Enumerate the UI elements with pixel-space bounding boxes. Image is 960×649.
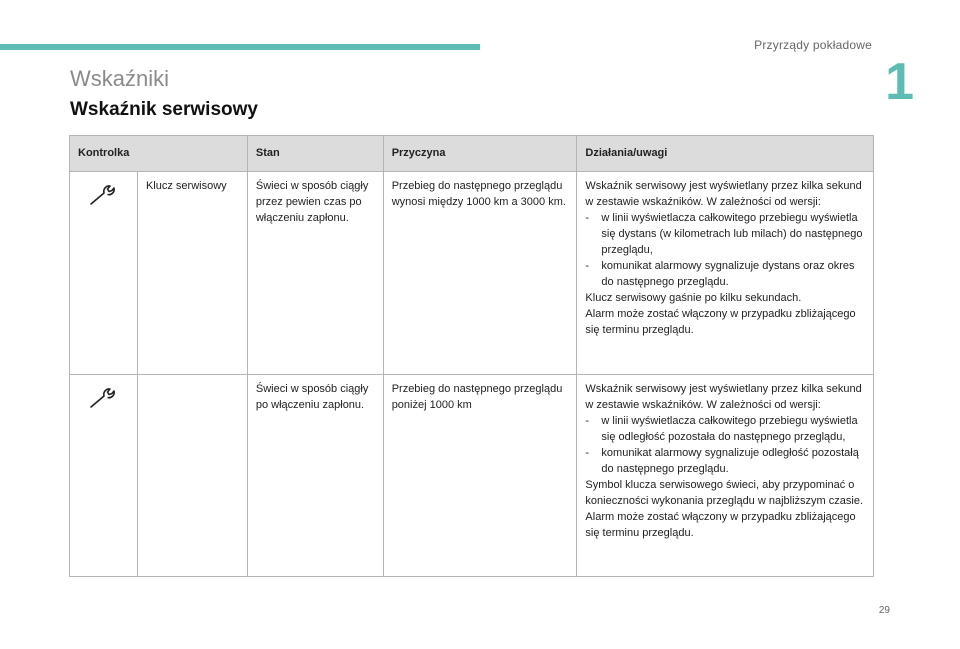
chapter-title: Przyrządy pokładowe — [754, 38, 872, 52]
indicator-cause: Przebieg do następnego przeglądu wynosi między 1000 km a 3000 km. — [383, 172, 577, 375]
actions-intro: Wskaźnik serwisowy jest wyświetlany przez kilka sekund w zestawie wskaźników. W zależności od wersji: — [585, 383, 862, 411]
bullet-dash: - — [585, 415, 590, 427]
table-row — [70, 172, 874, 375]
list-item — [585, 445, 865, 477]
wrench-icon — [88, 385, 118, 411]
service-indicator-table — [69, 135, 874, 577]
table-row — [70, 375, 874, 577]
actions-note: Symbol klucza serwisowego świeci, aby przypominać o konieczności wykonania przeglądu w najbliższym czasie. — [585, 479, 863, 507]
bullet-text: komunikat alarmowy sygnalizuje odległość pozostałą do następnego przeglądu. — [601, 447, 859, 475]
list-item — [585, 413, 865, 445]
indicator-state: Świeci w sposób ciągły przez pewien czas po włączeniu zapłonu. — [247, 172, 383, 375]
actions-note: Alarm może zostać włączony w przypadku zbliżającego się terminu przeglądu. — [585, 511, 856, 539]
section-title: Wskaźniki — [70, 66, 170, 91]
indicator-name: Klucz serwisowy — [137, 172, 247, 375]
indicator-cause: Przebieg do następnego przeglądu poniżej 1000 km — [383, 375, 577, 577]
actions-note: Alarm może zostać włączony w przypadku zbliżającego się terminu przeglądu. — [585, 308, 856, 336]
bullet-text: komunikat alarmowy sygnalizuje dystans oraz okres do następnego przeglądu. — [601, 260, 855, 288]
page-number: 29 — [878, 605, 890, 616]
chapter-number: 1 — [885, 53, 914, 111]
wrench-icon — [88, 182, 118, 208]
bullet-dash: - — [585, 212, 590, 224]
list-item — [585, 210, 865, 258]
table-header-row — [70, 136, 874, 172]
bullet-dash: - — [585, 447, 590, 459]
bullet-text: w linii wyświetlacza całkowitego przebiegu wyświetla się odległość pozostała do następnego przeglądu, — [601, 415, 858, 443]
list-item — [585, 258, 865, 290]
indicator-state: Świeci w sposób ciągły po włączeniu zapłonu. — [247, 375, 383, 577]
indicator-icon-cell — [70, 375, 138, 577]
column-header-cause: Przyczyna — [383, 136, 577, 172]
indicator-actions — [577, 375, 874, 577]
column-header-state: Stan — [247, 136, 383, 172]
subsection-title: Wskaźnik serwisowy — [70, 99, 258, 120]
top-accent-bar — [0, 44, 480, 50]
actions-note: Klucz serwisowy gaśnie po kilku sekundach. — [585, 292, 802, 304]
bullet-text: w linii wyświetlacza całkowitego przebiegu wyświetla się dystans (w kilometrach lub milach) do następnego przeglądu, — [601, 212, 863, 256]
indicator-actions — [577, 172, 874, 375]
column-header-indicator: Kontrolka — [70, 136, 248, 172]
column-header-actions: Działania/uwagi — [577, 136, 874, 172]
indicator-name — [137, 375, 247, 577]
actions-intro: Wskaźnik serwisowy jest wyświetlany przez kilka sekund w zestawie wskaźników. W zależności od wersji: — [585, 180, 862, 208]
indicator-icon-cell — [70, 172, 138, 375]
bullet-dash: - — [585, 260, 590, 272]
